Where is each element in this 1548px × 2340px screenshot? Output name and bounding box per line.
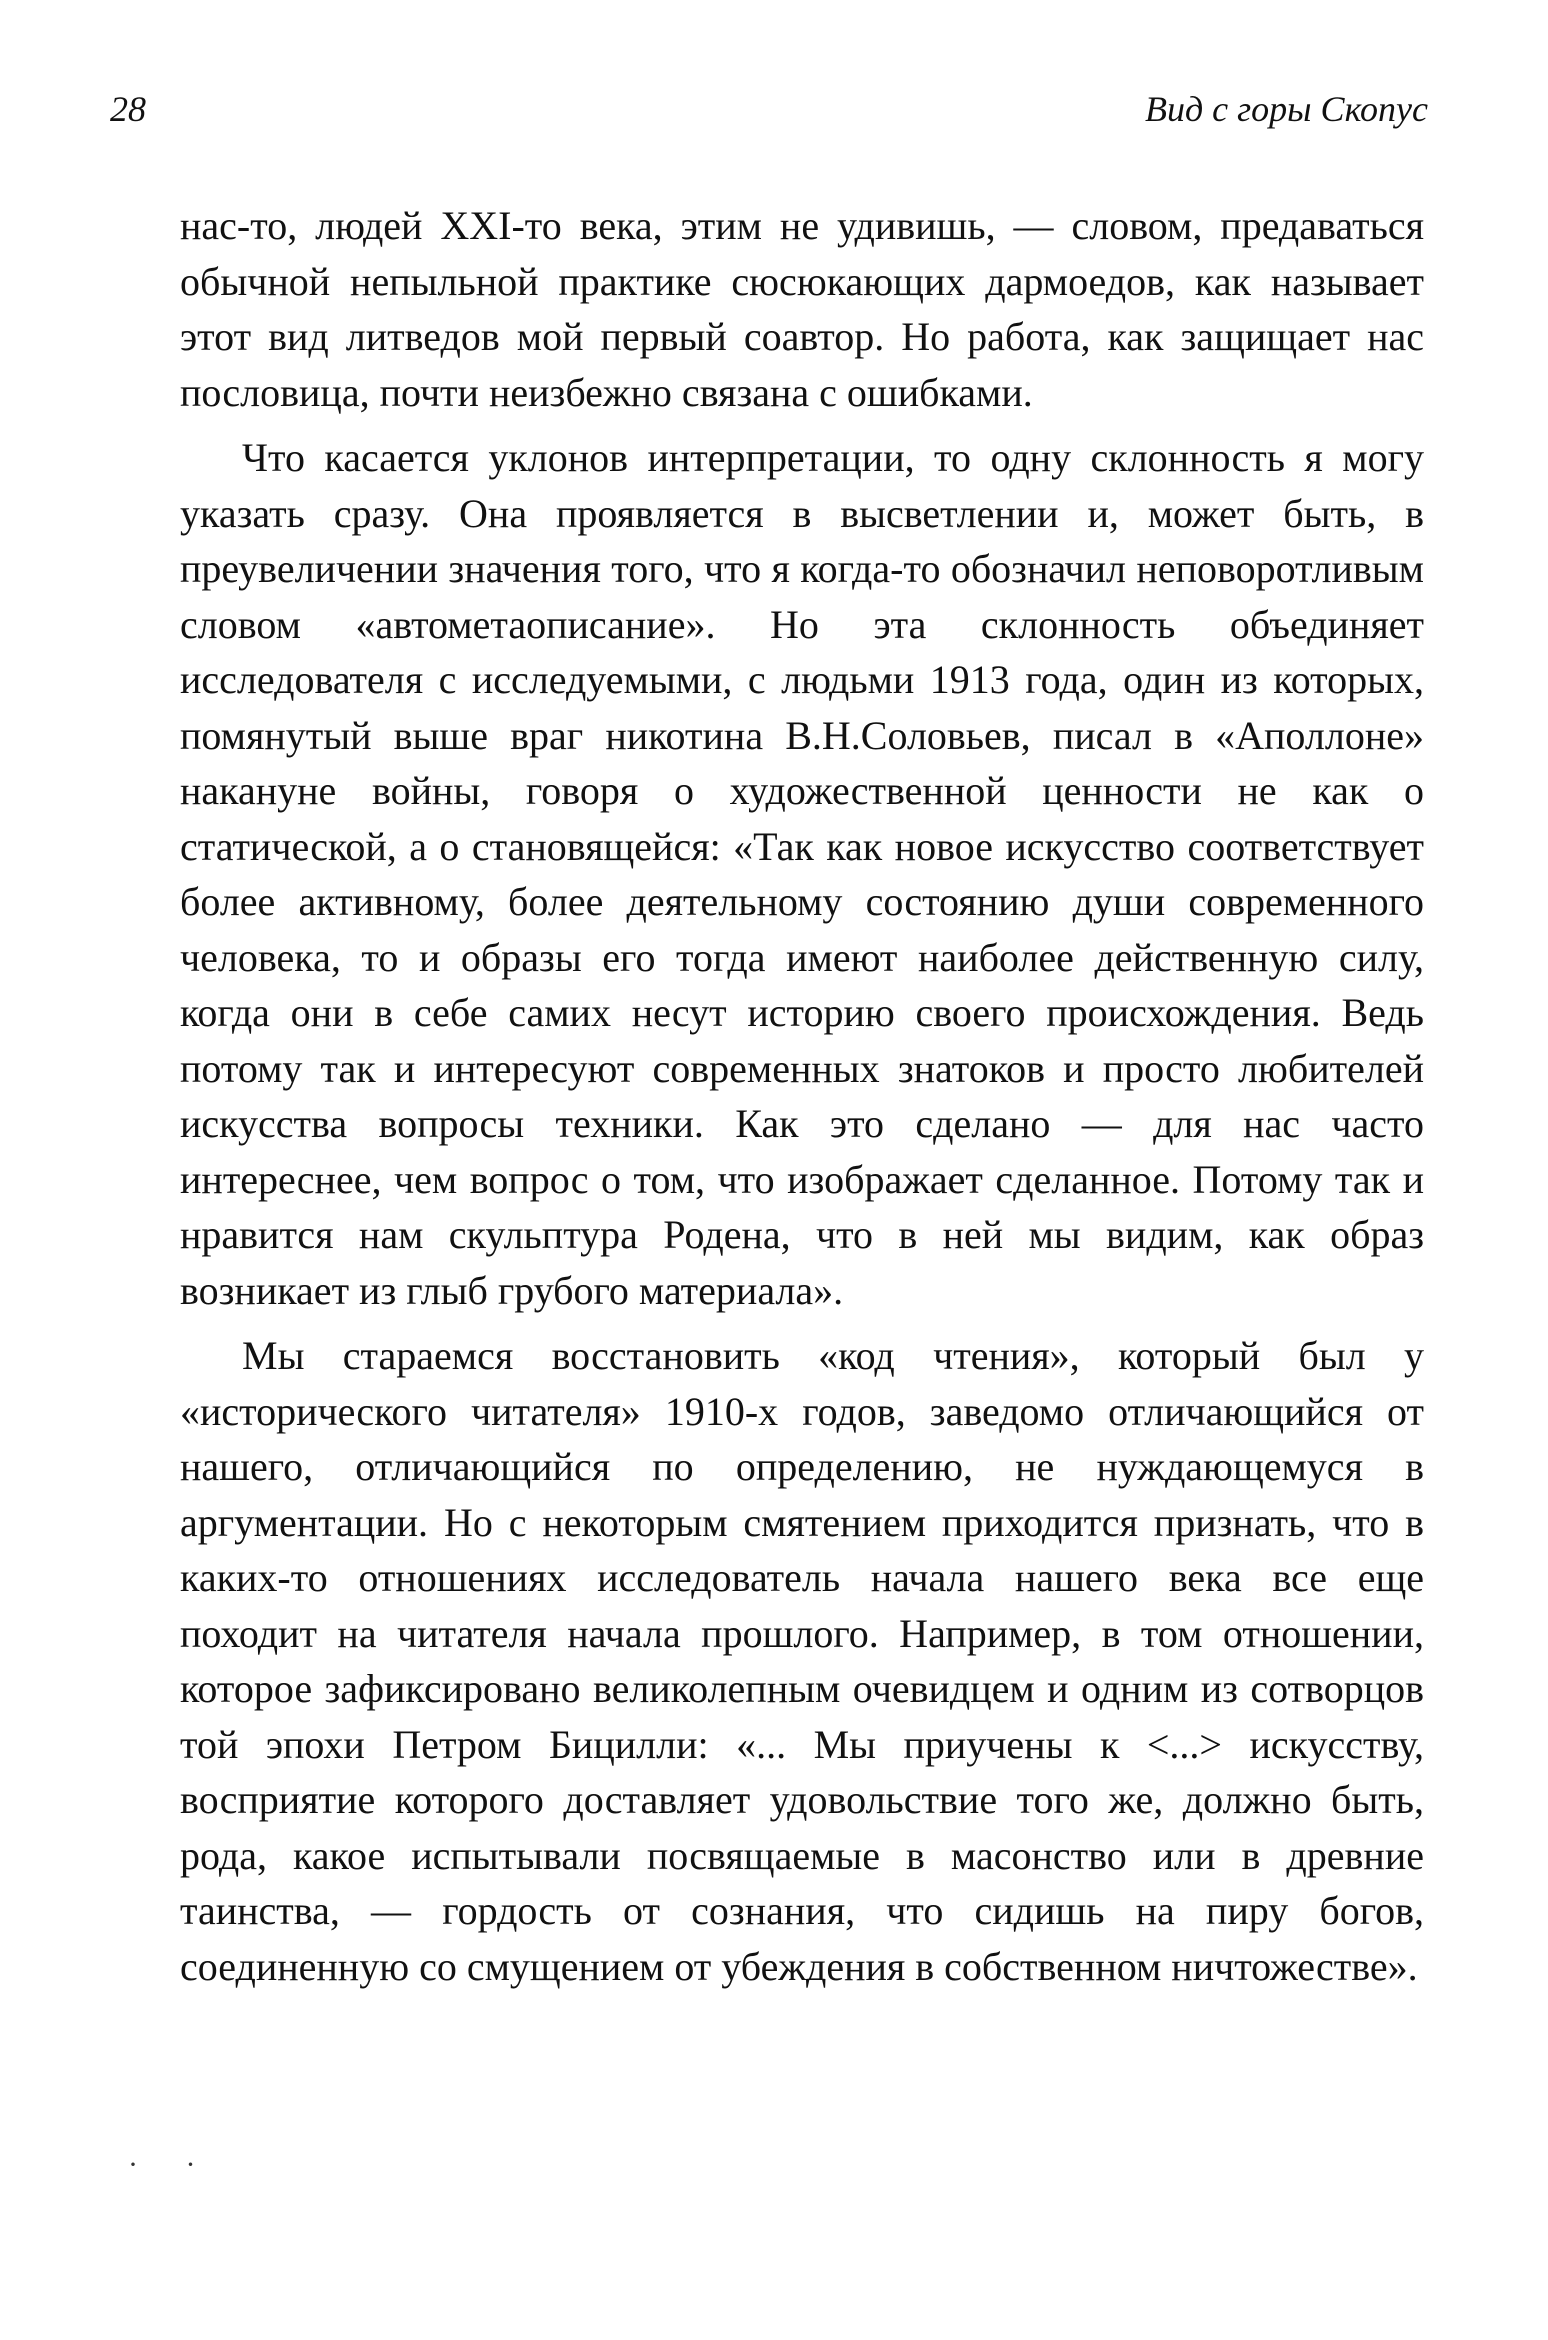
scan-artifact-dots: · · xyxy=(128,2148,216,2181)
paragraph-3: Мы стараемся восстановить «код чтения», который был у «исторического читателя» 1910-х годов, заведомо отличающийся от нашего, отличающийся по определению, не нуждающемуся в аргументации. Но с некоторым смятением приходится признать, что в каких-то отношениях исследователь начала нашего века все еще походит на читателя начала прошлого. Например, в том отношении, которое зафиксировано великолепным очевидцем и одним из сотворцов той эпохи Петром Бицилли: «... Мы приучены к <...> искусству, восприятие которого доставляет удовольствие того же, должно быть, рода, какое испытывали посвящаемые в масонство или в древние таинства, — гордость от сознания, что сидишь на пиру богов, соединенную со смущением от убеждения в собственном ничтожестве». xyxy=(180,1333,1424,1989)
body-text xyxy=(180,198,1424,1994)
running-head xyxy=(110,88,1428,148)
paragraph-1: нас-то, людей XXI-то века, этим не удивишь, — словом, предаваться обычной непыльной практике сюсюкающих дармоедов, как называет этот вид литведов мой первый соавтор. Но работа, как защищает нас пословица, почти неизбежно связана с ошибками. xyxy=(180,203,1424,415)
paragraph-2: Что касается уклонов интерпретации, то одну склонность я могу указать сразу. Она проявляется в высветлении и, может быть, в преувеличении значения того, что я когда-то обозначил неповоротливым словом «автометаописание». Но эта склонность объединяет исследователя с исследуемыми, с людьми 1913 года, один из которых, помянутый выше враг никотина В.Н.Соловьев, писал в «Аполлоне» накануне войны, говоря о художественной ценности не как о статической, а о становящейся: «Так как новое искусство соответствует более активному, более деятельному состоянию души современного человека, то и образы его тогда имеют наиболее действенную силу, когда они в себе самих несут историю своего происхождения. Ведь потому так и интересуют современных знатоков и просто любителей искусства вопросы техники. Как это сделано — для нас часто интереснее, чем вопрос о том, что изображает сделанное. Потому так и нравится нам скульптура Родена, что в ней мы видим, как образ возникает из глыб грубого материала». xyxy=(180,435,1424,1313)
page-number: 28 xyxy=(110,89,146,129)
book-title: Вид с горы Скопус xyxy=(1144,89,1428,129)
